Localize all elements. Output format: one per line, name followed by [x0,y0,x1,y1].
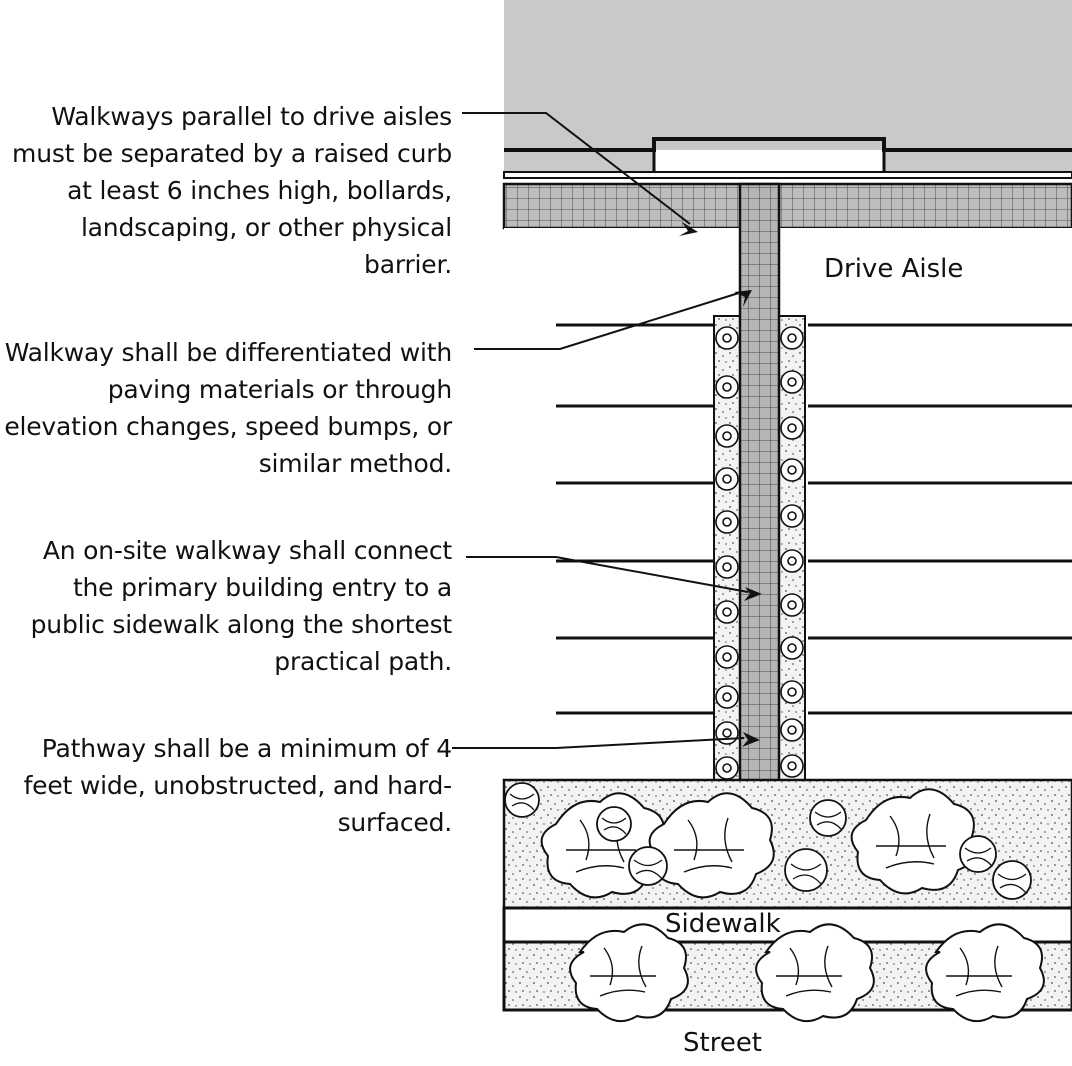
label-street: Street [683,1028,763,1058]
raised-curb [504,172,1072,228]
label-drive-aisle: Drive Aisle [824,254,964,284]
annotation-walkways-parallel: Walkways parallel to drive aisles must be separated by a raised curb at least 6 inches high, bollards, landscaping, or other physical barrier. [12,102,452,279]
annotation-on-site-walkway-connection: An on-site walkway shall connect the primary building entry to a public sidewalk along the shortest practical path. [30,536,452,676]
label-sidewalk: Sidewalk [665,909,781,939]
annotation-walkway-differentiated: Walkway shall be differentiated with paving materials or through elevation changes, speed bumps, or similar method. [4,338,452,478]
annotation-pathway-minimum-width: Pathway shall be a minimum of 4 feet wide, unobstructed, and hard-surfaced. [23,734,452,837]
